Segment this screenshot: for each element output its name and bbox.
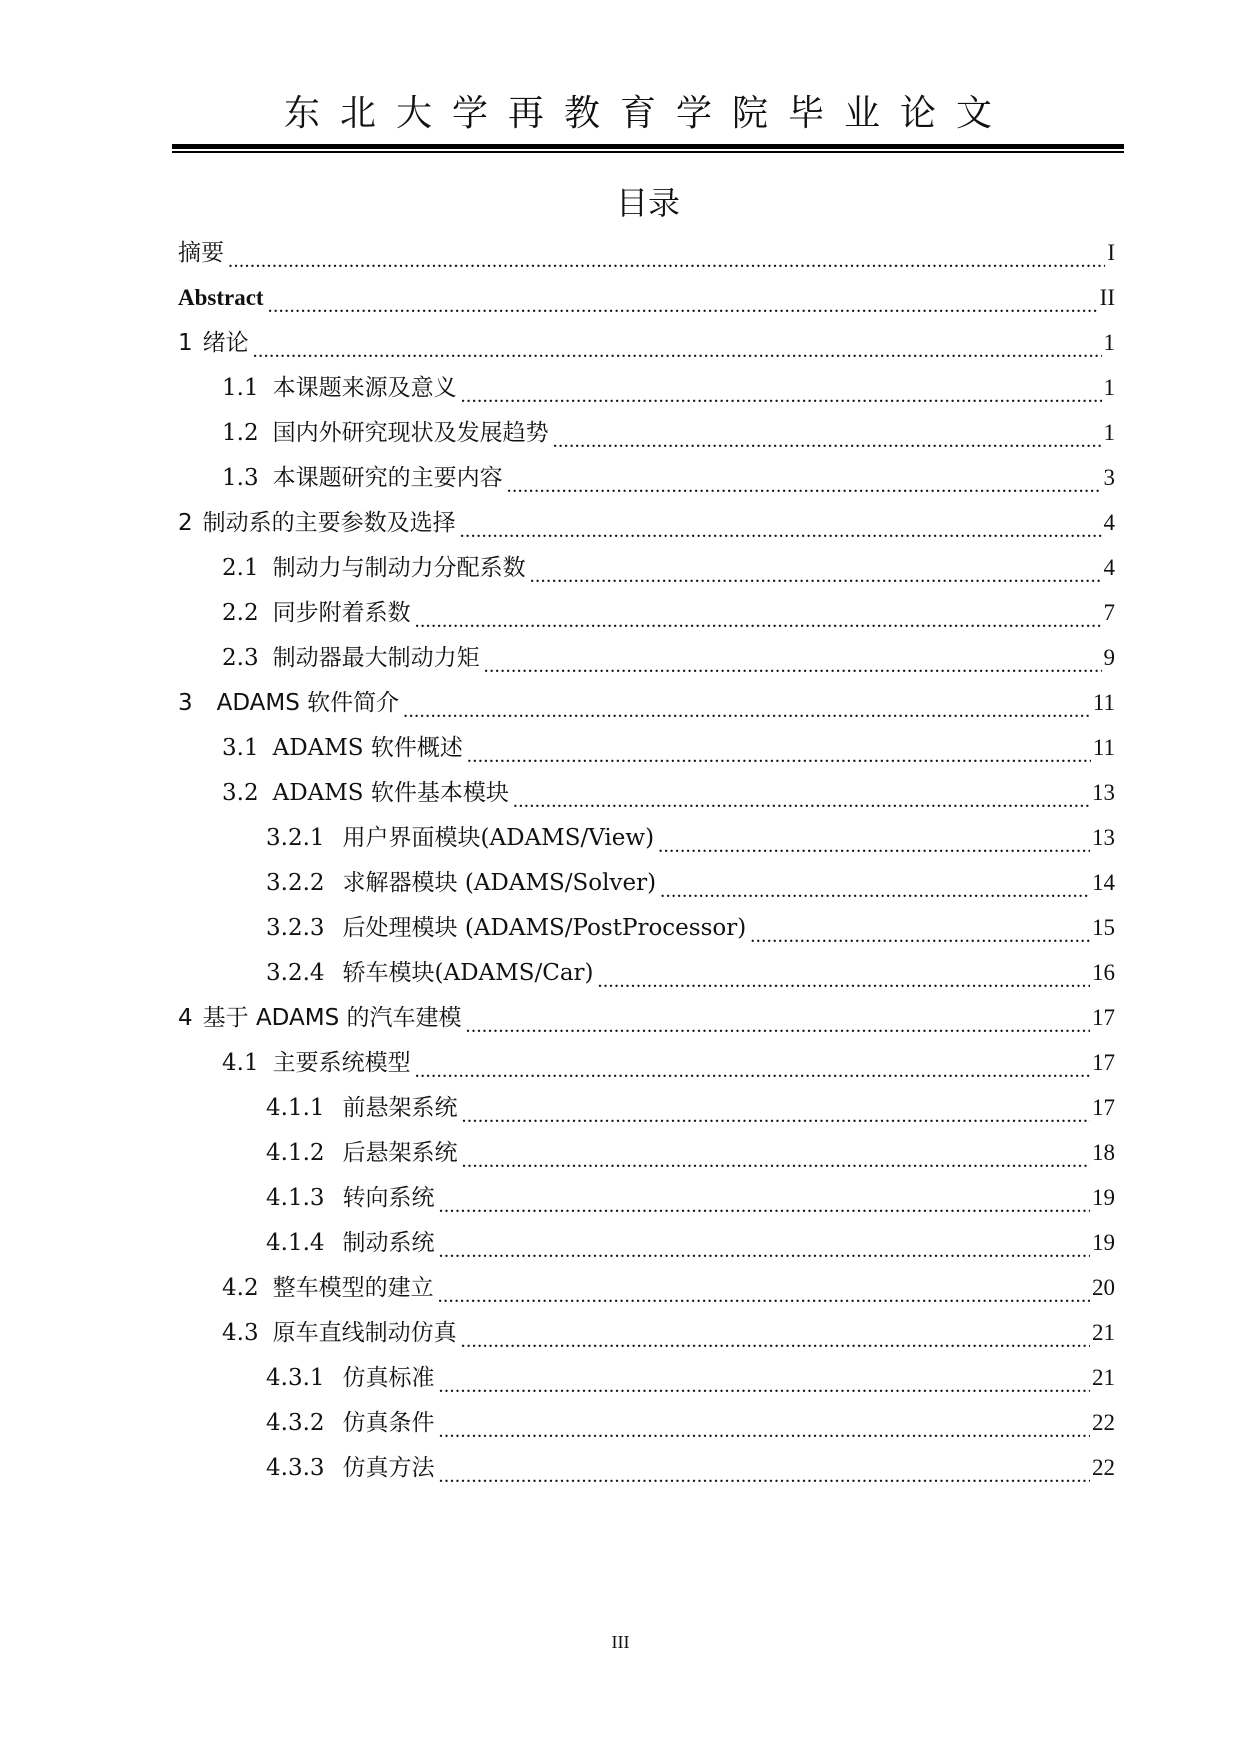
toc-entry[interactable] [266,1218,1115,1268]
toc-entry[interactable] [222,1263,1115,1313]
toc-entry[interactable] [222,363,1115,413]
toc-entry[interactable] [266,1083,1115,1133]
toc-entry-label: ADAMS 软件简介 [216,690,400,716]
toc-entry-label: 后悬架系统 [342,1140,458,1166]
toc-entry[interactable] [178,318,1115,368]
toc-entry-page: 21 [1092,1365,1115,1390]
toc-entry[interactable] [222,453,1115,503]
toc-entry[interactable] [178,993,1115,1043]
toc-entry-number: 4.3.3 [266,1455,325,1481]
toc-entry-number: 1.1 [222,375,259,401]
toc-entry-number: 2.1 [222,555,259,581]
toc-entry-label: ADAMS 软件概述 [272,735,463,761]
toc-entry-page: 7 [1103,600,1115,625]
toc-entry[interactable] [222,1308,1115,1358]
toc-entry-page: 16 [1092,960,1115,985]
toc-entry-label: 仿真方法 [342,1455,435,1481]
toc-entry[interactable] [266,1398,1115,1448]
toc-entry-page: 17 [1092,1005,1115,1030]
toc-entry[interactable] [222,1038,1115,1088]
toc-entry-page: 3 [1103,465,1115,490]
toc-entry-label: 整车模型的建立 [272,1275,434,1301]
toc-entry-number: 4.1.4 [266,1230,325,1256]
toc-entry-label: 制动力与制动力分配系数 [272,555,526,581]
toc-entry-number: 1.2 [222,420,259,446]
toc-entry-page: 17 [1092,1095,1115,1120]
toc-entry-page: 11 [1092,735,1115,760]
toc-entry-label: 制动系统 [342,1230,435,1256]
toc-entry-number: 4.3.1 [266,1365,325,1391]
toc-entry-page: 4 [1103,555,1115,580]
toc-entry[interactable] [222,588,1115,638]
toc-entry-number: 3.2.2 [266,870,325,896]
toc-entry-label: 绪论 [202,330,249,356]
toc-entry-label: 轿车模块(ADAMS/Car) [342,960,594,986]
toc-heading: 目录 [615,184,680,222]
toc-entry-label: 制动系的主要参数及选择 [202,510,456,536]
toc-entry-number: 3.2.4 [266,960,325,986]
toc-entry[interactable] [178,678,1115,728]
running-header-title: 东北大学再教育学院毕业论文 [283,93,1012,134]
toc-entry-page: 13 [1092,780,1115,805]
toc-entry-label: 用户界面模块(ADAMS/View) [342,825,655,851]
toc-entry-number: 4 [178,1005,193,1031]
toc-entry[interactable] [222,633,1115,683]
toc-entry-number: 4.3 [222,1320,259,1346]
toc-entry[interactable] [222,408,1115,458]
toc-entry-page: 17 [1092,1050,1115,1075]
toc-entry-number: 3.2.1 [266,825,325,851]
toc-entry[interactable] [266,1443,1115,1493]
toc-entry-label: 主要系统模型 [272,1050,411,1076]
toc-entry[interactable] [222,723,1115,773]
toc-entry-label: 制动器最大制动力矩 [272,645,480,671]
toc-entry-page: 14 [1092,870,1115,895]
toc-entry-label: 本课题来源及意义 [272,375,457,401]
toc-entry-number: 2.3 [222,645,259,671]
toc-entry-page: 19 [1092,1230,1115,1255]
toc-entry-label: 本课题研究的主要内容 [272,465,503,491]
header-rule-thick [172,144,1124,149]
toc-entry-page: 21 [1092,1320,1115,1345]
toc-entry[interactable] [222,543,1115,593]
toc-entry-label: 仿真标准 [342,1365,435,1391]
toc-entry-label: 转向系统 [342,1185,435,1211]
toc-entry-number: 3 [178,690,193,716]
toc-entry-page: 22 [1092,1410,1115,1435]
toc-entry-number: 3.2 [222,780,259,806]
toc-entry-page: II [1099,285,1115,310]
toc-entry-number: 4.3.2 [266,1410,325,1436]
toc-entry-label: 仿真条件 [342,1410,435,1436]
toc-entry-number: 3.2.3 [266,915,325,941]
toc-entry[interactable] [178,498,1115,548]
toc-entry-number: 3.1 [222,735,259,761]
toc-entry[interactable] [178,228,1115,278]
toc-entry-label: Abstract [178,285,264,310]
toc-entry-page: I [1107,240,1115,265]
toc-entry-page: 20 [1092,1275,1115,1300]
toc-entry-number: 2 [178,510,193,536]
toc-entry-label: ADAMS 软件基本模块 [272,780,509,806]
toc-entry-page: 9 [1103,645,1115,670]
toc-entry[interactable] [266,858,1115,908]
toc-entry[interactable] [178,273,1115,323]
toc-entry[interactable] [266,813,1115,863]
toc-entry-page: 11 [1092,690,1115,715]
toc-entry[interactable] [266,1173,1115,1223]
toc-entry-page: 1 [1103,420,1115,445]
toc-entry-page: 15 [1092,915,1115,940]
toc-entry[interactable] [222,768,1115,818]
toc-entry-number: 4.2 [222,1275,259,1301]
toc-entry-label: 求解器模块 (ADAMS/Solver) [342,870,657,896]
toc-entry-page: 4 [1103,510,1115,535]
toc-entry-page: 18 [1092,1140,1115,1165]
toc-entry-number: 4.1.1 [266,1095,325,1121]
toc-entry[interactable] [266,903,1115,953]
header-rule-thin [172,151,1124,153]
toc-entry-number: 1 [178,330,193,356]
toc-entry-label: 摘要 [178,240,224,266]
toc-entry-label: 基于 ADAMS 的汽车建模 [202,1005,462,1031]
toc-entry-page: 19 [1092,1185,1115,1210]
toc-entry-label: 前悬架系统 [342,1095,458,1121]
toc-entry-label: 国内外研究现状及发展趋势 [272,420,549,446]
toc-entry[interactable] [266,1353,1115,1403]
toc-entry-page: 22 [1092,1455,1115,1480]
toc-entry-label: 同步附着系数 [272,600,411,626]
toc-entry-number: 4.1.2 [266,1140,325,1166]
toc-entry-page: 1 [1103,330,1115,355]
toc-entry-page: 1 [1103,375,1115,400]
toc-entry[interactable] [266,948,1115,998]
toc-dot-leader [439,1463,1090,1493]
page-number: III [611,1632,630,1652]
toc-entry-number: 4.1.3 [266,1185,325,1211]
toc-entry[interactable] [266,1128,1115,1178]
toc-entry-label: 后处理模块 (ADAMS/PostProcessor) [342,915,747,941]
toc-entry-page: 13 [1092,825,1115,850]
toc-entry-number: 4.1 [222,1050,259,1076]
toc-entry-label: 原车直线制动仿真 [272,1320,457,1346]
toc-entry-number: 1.3 [222,465,259,491]
toc-entry-number: 2.2 [222,600,259,626]
